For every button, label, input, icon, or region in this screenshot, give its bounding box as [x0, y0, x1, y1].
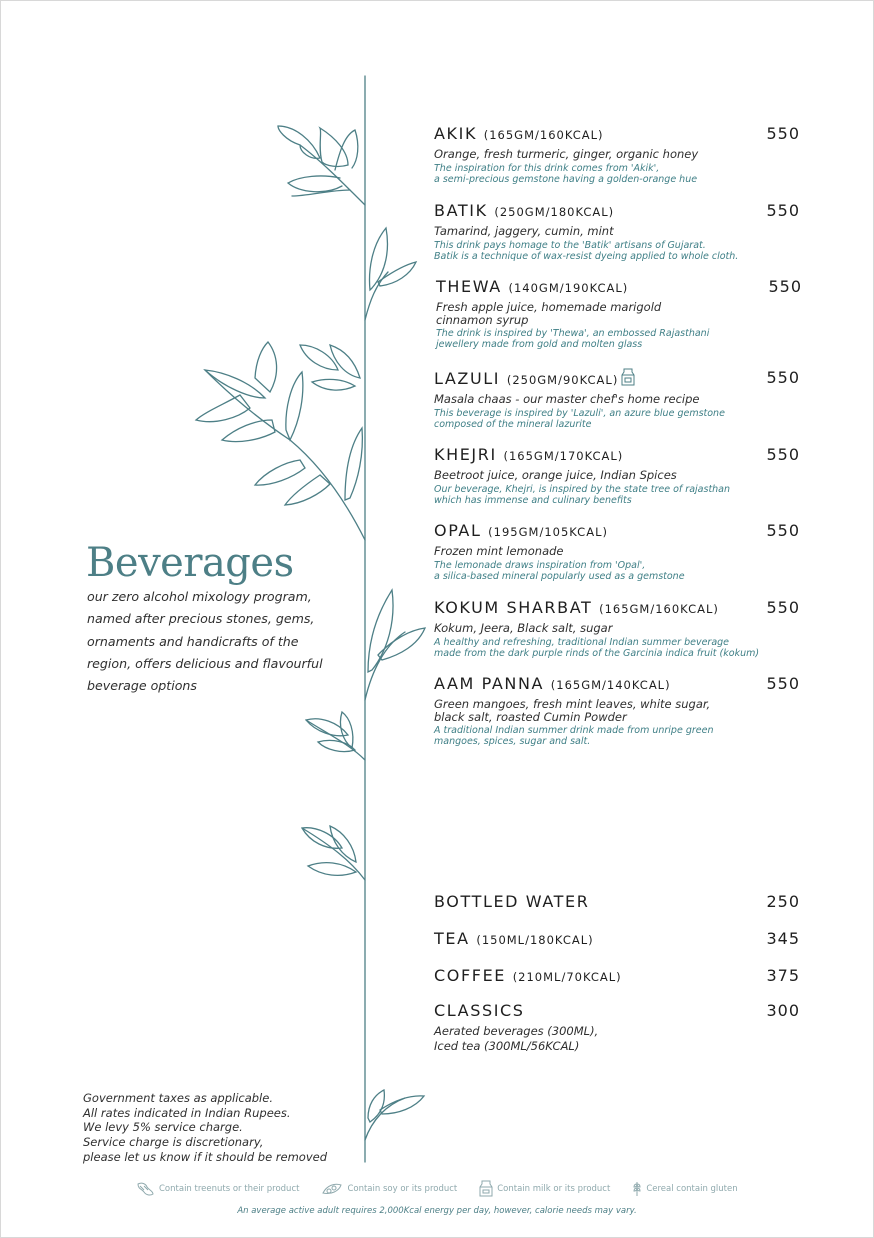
section-title: Beverages — [86, 540, 294, 586]
desc-line: Green mangoes, fresh mint leaves, white sugar, — [434, 697, 711, 711]
desc-line: black salt, roasted Cumin Powder — [434, 709, 627, 724]
menu-item-thewa — [436, 277, 806, 350]
treenut-icon — [135, 1181, 155, 1197]
desc-line: Aerated beverages (300ML), — [434, 1024, 599, 1038]
note-line: composed of the mineral lazurite — [434, 418, 592, 430]
item-description — [434, 698, 804, 723]
item-price: 550 — [766, 124, 800, 143]
item-name: THEWA — [436, 277, 502, 296]
item-description: Kokum, Jeera, Black salt, sugar — [434, 621, 613, 635]
item-price: 550 — [766, 445, 800, 464]
item-description: Masala chaas - our master chef's home recipe — [434, 392, 700, 406]
item-description — [434, 1024, 804, 1054]
item-spec: (210ML/70KCAL) — [512, 970, 622, 984]
item-note — [434, 637, 804, 659]
menu-item-classics — [434, 1001, 804, 1054]
item-note — [434, 560, 804, 582]
item-name: AAM PANNA — [434, 674, 545, 693]
note-line: a silica-based mineral popularly used as a gemstone — [434, 570, 685, 582]
item-description: Frozen mint lemonade — [434, 544, 564, 558]
note-line: A traditional Indian summer drink made from unripe green — [434, 725, 714, 736]
item-name: OPAL — [434, 521, 482, 540]
item-price: 550 — [766, 598, 800, 617]
item-price: 375 — [766, 966, 800, 985]
item-description: Beetroot juice, orange juice, Indian Spices — [434, 468, 677, 482]
item-price: 250 — [766, 892, 800, 911]
note-line: made from the dark purple rinds of the Garcinia indica fruit (kokum) — [434, 647, 760, 659]
item-description — [436, 301, 806, 326]
item-name: CLASSICS — [434, 1001, 525, 1020]
menu-item-khejri — [434, 445, 804, 506]
item-spec: (250GM/90KCAL) — [506, 373, 619, 387]
note-line: This beverage is inspired by 'Lazuli', an azure blue gemstone — [434, 407, 725, 419]
item-price: 550 — [766, 674, 800, 693]
item-name: AKIK — [434, 124, 478, 143]
gluten-icon — [632, 1180, 642, 1197]
menu-item-tea — [434, 929, 804, 950]
note-line: The inspiration for this drink comes from 'Akik', — [434, 162, 660, 174]
note-line: jewellery made from gold and molten glass — [436, 339, 643, 350]
legend-item-soy — [321, 1180, 457, 1197]
item-price: 550 — [766, 368, 800, 387]
menu-item-lazuli — [434, 368, 804, 430]
item-name: COFFEE — [434, 966, 506, 985]
item-price: 550 — [766, 201, 800, 220]
note-line: mangoes, spices, sugar and salt. — [434, 736, 591, 747]
note-line: This drink pays homage to the 'Batik' artisans of Gujarat. — [434, 239, 706, 251]
item-note — [436, 328, 806, 350]
item-note — [434, 163, 804, 185]
legend-label: Contain milk or its product — [497, 1183, 611, 1194]
item-name: KOKUM SHARBAT — [434, 598, 593, 617]
soy-icon — [321, 1181, 343, 1197]
legend-item-gluten — [632, 1180, 737, 1197]
note-line: Our beverage, Khejri, is inspired by the state tree of rajasthan — [434, 483, 731, 495]
milk-icon — [621, 368, 635, 386]
note-line: Batik is a technique of wax-resist dyeing applied to whole cloth. — [434, 250, 739, 262]
note-line: The lemonade draws inspiration from 'Opal', — [434, 559, 646, 571]
item-price: 550 — [766, 521, 800, 540]
legend-label: Contain soy or its product — [347, 1183, 458, 1194]
item-name: BOTTLED WATER — [434, 892, 590, 911]
menu-item-batik — [434, 201, 804, 262]
menu-item-coffee — [434, 966, 804, 987]
item-spec: (250GM/180KCAL) — [494, 205, 615, 219]
allergen-legend — [135, 1180, 795, 1197]
item-spec: (165GM/160KCAL) — [483, 128, 604, 142]
item-name: BATIK — [434, 201, 488, 220]
item-description: Orange, fresh turmeric, ginger, organic honey — [434, 147, 699, 161]
item-description: Tamarind, jaggery, cumin, mint — [434, 224, 614, 238]
note-line: The drink is inspired by 'Thewa', an embossed Rajasthani — [436, 328, 710, 339]
milk-icon — [479, 1180, 493, 1197]
footnote-line: please let us know if it should be removed — [83, 1149, 328, 1164]
desc-line: cinnamon syrup — [436, 312, 529, 327]
section-intro: our zero alcohol mixology program, named after precious stones, gems, ornaments and handicrafts of the region, offers delicious and flavourful beverage options — [87, 589, 323, 694]
desc-line: Iced tea (300ML/56KCAL) — [434, 1039, 580, 1053]
item-note — [434, 725, 804, 747]
footnote-line: Service charge is discretionary, — [83, 1135, 264, 1150]
menu-item-aam-panna — [434, 674, 804, 747]
menu-item-akik — [434, 124, 804, 185]
desc-line: Fresh apple juice, homemade marigold — [436, 300, 662, 314]
footnote-line: We levy 5% service charge. — [83, 1120, 243, 1135]
menu-item-opal — [434, 521, 804, 582]
menu-item-bottled-water — [434, 892, 804, 912]
item-price: 300 — [766, 1001, 800, 1020]
item-spec: (195GM/105KCAL) — [488, 525, 608, 539]
item-spec: (165GM/160KCAL) — [599, 602, 719, 616]
legend-label: Contain treenuts or their product — [159, 1183, 300, 1194]
item-spec: (140GM/190KCAL) — [508, 281, 629, 295]
item-spec: (165GM/140KCAL) — [550, 678, 671, 692]
item-price: 345 — [766, 929, 800, 948]
note-line: which has immense and culinary benefits — [434, 494, 632, 506]
item-spec: (150ML/180KCAL) — [476, 933, 594, 947]
item-price: 550 — [768, 277, 802, 296]
item-note — [434, 408, 804, 430]
note-line: A healthy and refreshing, traditional Indian summer beverage — [434, 636, 730, 648]
legend-item-treenuts — [135, 1180, 299, 1197]
item-note — [434, 484, 804, 506]
item-name: LAZULI — [434, 369, 501, 388]
footnote-line: Government taxes as applicable. — [83, 1091, 273, 1105]
menu-item-kokum-sharbat — [434, 598, 804, 659]
energy-note: An average active adult requires 2,000Kcal energy per day, however, calorie needs may vary. — [237, 1206, 637, 1216]
item-note — [434, 240, 804, 262]
item-name: TEA — [434, 929, 470, 948]
legend-item-milk — [479, 1180, 610, 1197]
legend-label: Cereal contain gluten — [646, 1183, 738, 1194]
footnote-line: All rates indicated in Indian Rupees. — [83, 1105, 291, 1120]
tax-footnote — [83, 1091, 327, 1165]
item-name: KHEJRI — [434, 445, 497, 464]
item-spec: (165GM/170KCAL) — [503, 449, 624, 463]
note-line: a semi-precious gemstone having a golden-orange hue — [434, 173, 698, 185]
